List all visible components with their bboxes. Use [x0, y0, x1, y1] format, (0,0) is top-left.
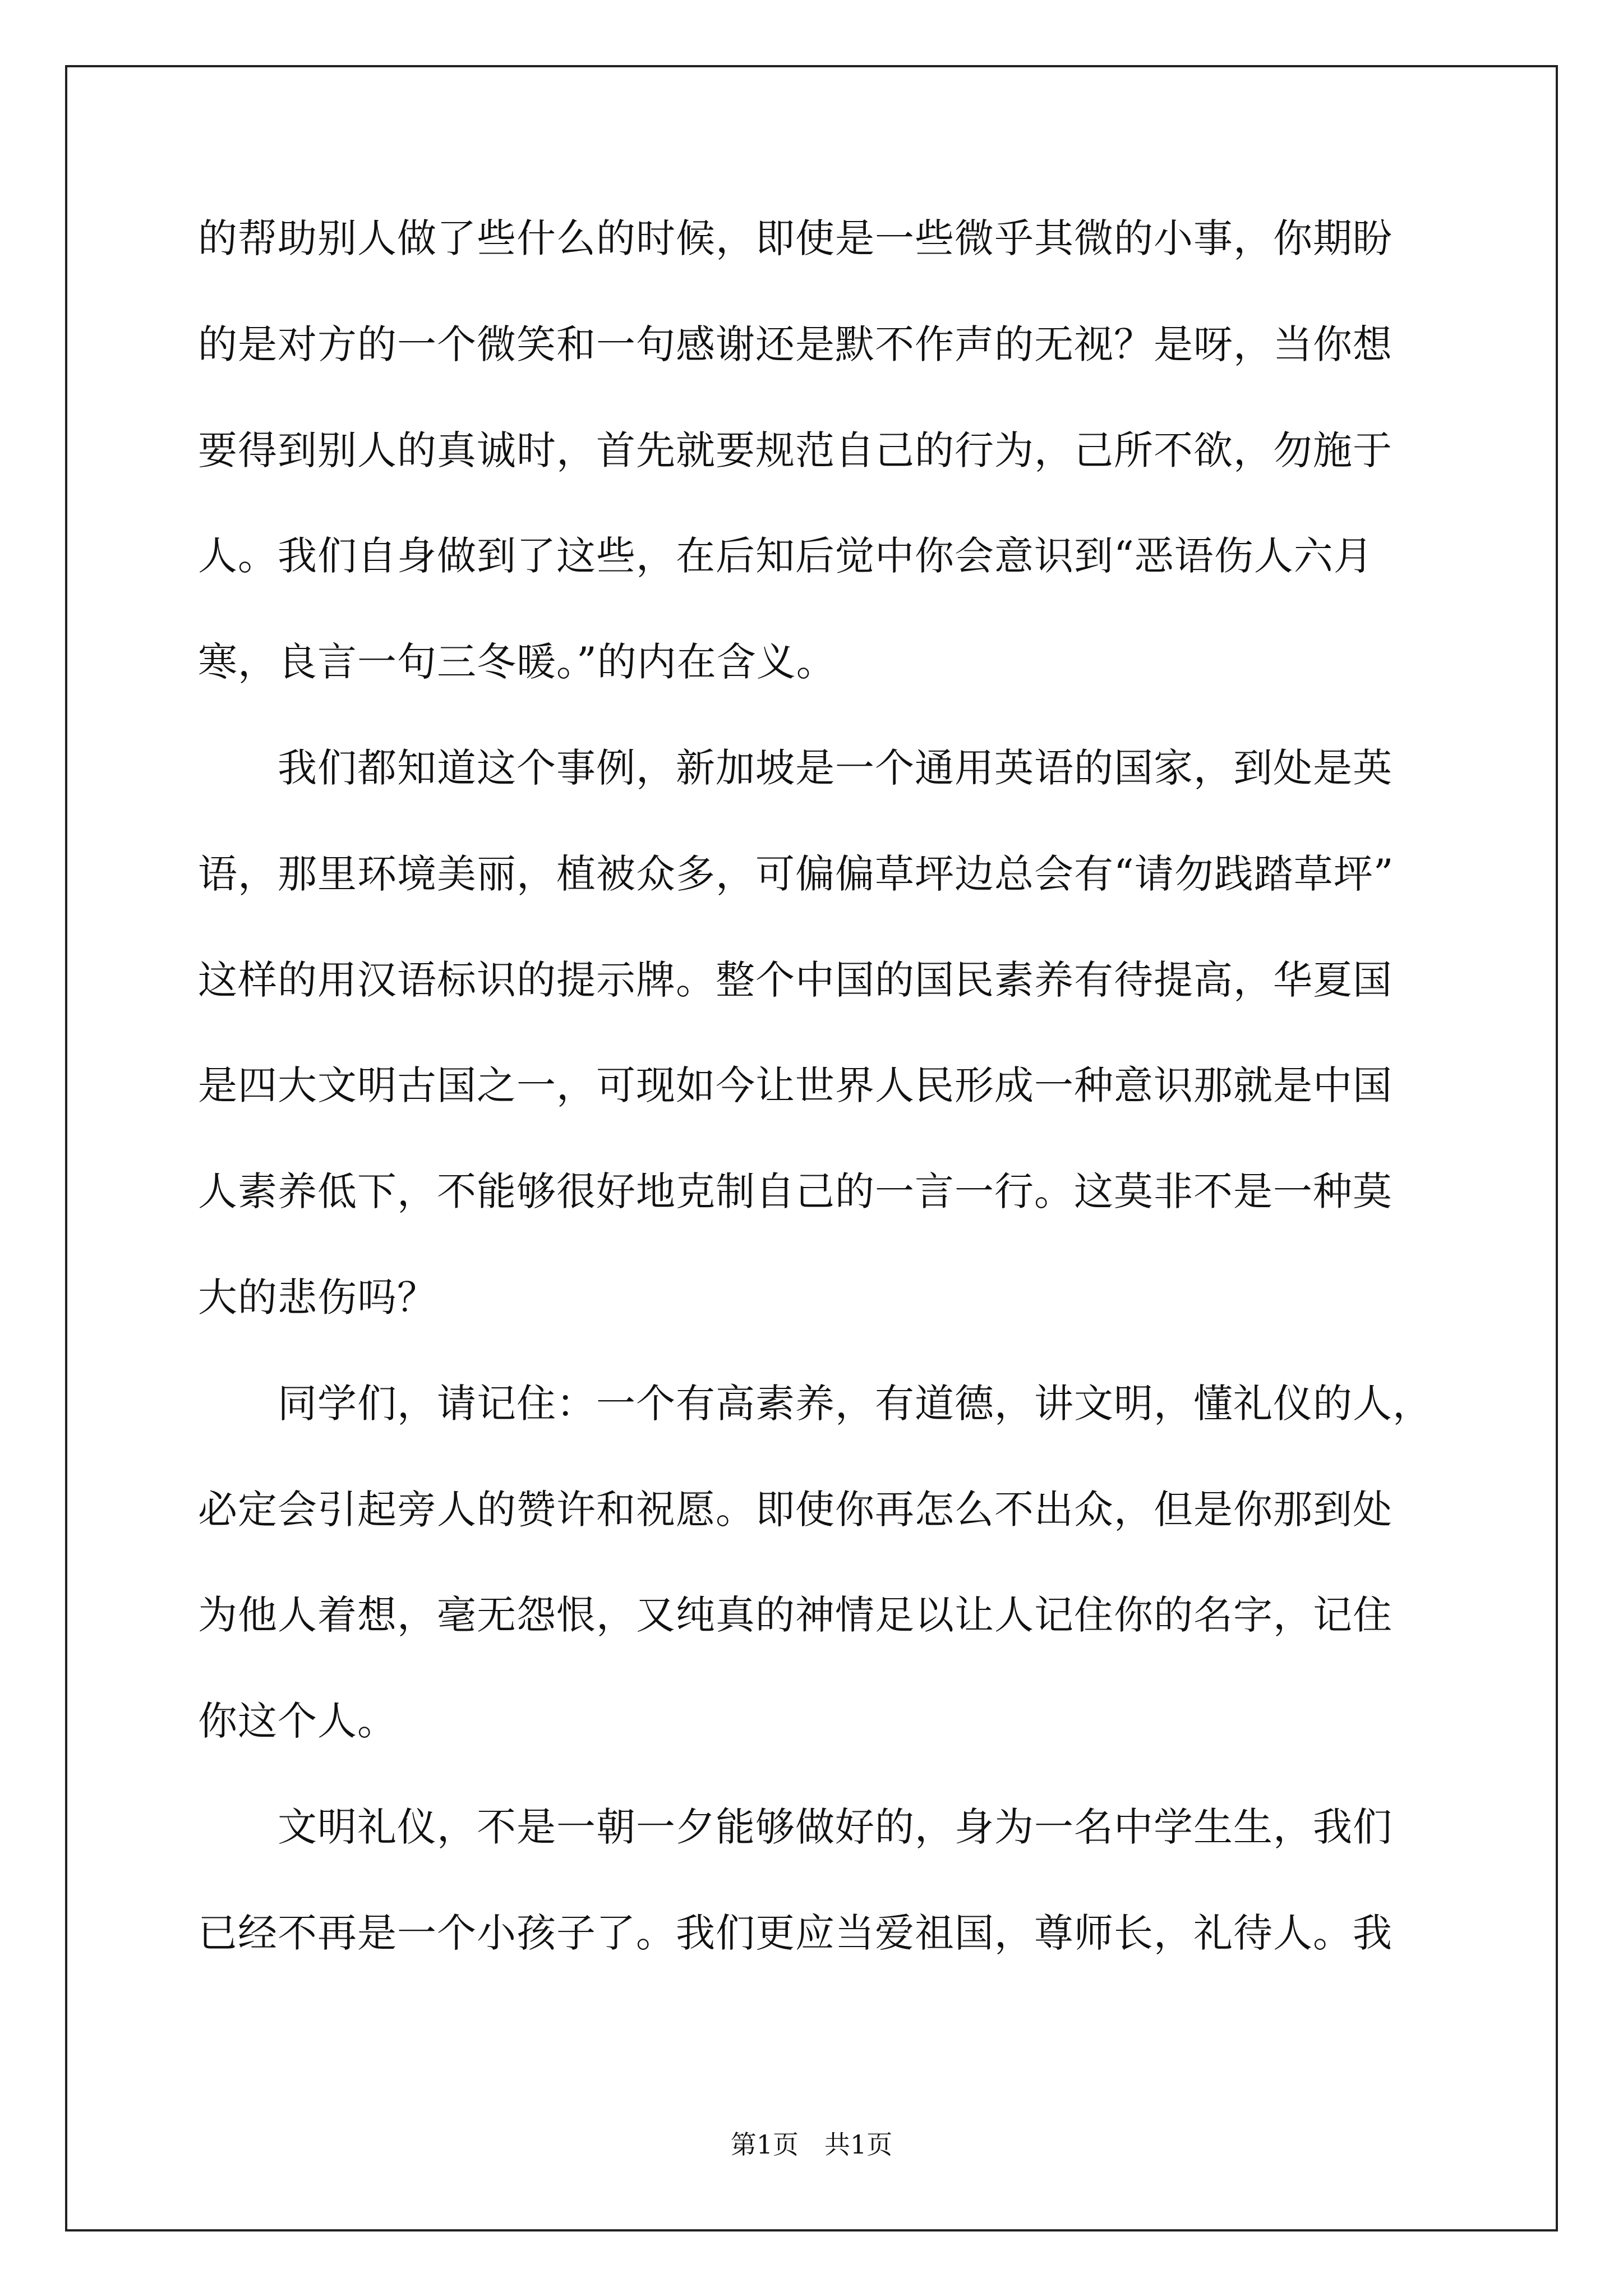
text-line: 文明礼仪，不是一朝一夕能够做好的，身为一名中学生生，我们	[198, 1803, 1393, 1850]
text-line: 必定会引起旁人的赞许和祝愿。即使你再怎么不出众，但是你那到处	[198, 1486, 1393, 1533]
text-line: 你这个人。	[198, 1698, 397, 1745]
text-line: 我们都知道这个事例，新加坡是一个通用英语的国家，到处是英	[198, 744, 1393, 791]
text-line: 语，那里环境美丽，植被众多，可偏偏草坪边总会有“请勿践踏草坪”	[198, 850, 1394, 897]
page-footer: 第1页 共1页	[730, 2129, 893, 2160]
text-line: 已经不再是一个小孩子了。我们更应当爱祖国，尊师长，礼待人。我	[198, 1910, 1393, 1956]
text-line: 的是对方的一个微笑和一句感谢还是默不作声的无视？是呀，当你想	[198, 321, 1393, 367]
text-line: 人素养低下，不能够很好地克制自己的一言一行。这莫非不是一种莫	[198, 1168, 1393, 1215]
text-line: 人。我们自身做到了这些，在后知后觉中你会意识到“恶语伤人六月	[198, 533, 1373, 579]
document-body	[198, 212, 1432, 2013]
text-line: 大的悲伤吗？	[198, 1274, 437, 1320]
text-line: 同学们，请记住：一个有高素养，有道德，讲文明，懂礼仪的人，	[198, 1380, 1432, 1427]
text-line: 为他人着想，毫无怨恨，又纯真的神情足以让人记住你的名字，记住	[198, 1592, 1393, 1639]
text-line: 寒，良言一句三冬暖。”的内在含义。	[198, 639, 836, 685]
text-line: 是四大文明古国之一，可现如今让世界人民形成一种意识那就是中国	[198, 1062, 1393, 1109]
text-line: 要得到别人的真诚时，首先就要规范自己的行为，己所不欲，勿施于	[198, 427, 1393, 473]
text-line: 这样的用汉语标识的提示牌。整个中国的国民素养有待提高，华夏国	[198, 956, 1393, 1003]
text-line: 的帮助别人做了些什么的时候，即使是一些微乎其微的小事，你期盼	[198, 215, 1393, 261]
